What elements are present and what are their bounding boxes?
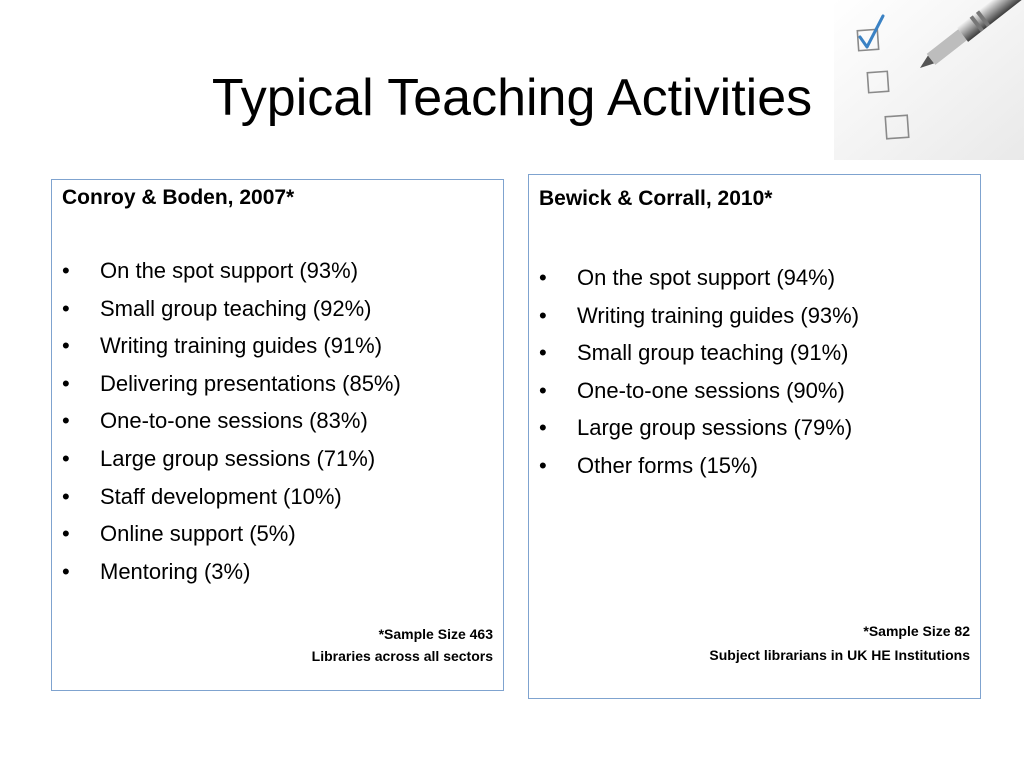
- list-item: [62, 553, 401, 591]
- activity-list: [62, 252, 401, 590]
- sample-size: *Sample Size 82: [863, 623, 970, 639]
- list-item: [539, 447, 859, 485]
- bullet: •: [539, 452, 547, 478]
- panel-heading: Conroy & Boden, 2007*: [62, 186, 295, 209]
- list-item: [62, 478, 401, 516]
- list-item: [62, 402, 401, 440]
- list-item-label: Writing training guides (93%): [577, 302, 860, 328]
- bullet: •: [62, 521, 70, 547]
- list-item: [539, 409, 859, 447]
- bullet: •: [539, 377, 547, 403]
- sample-note: [312, 623, 493, 667]
- sample-note: [709, 619, 970, 667]
- bewick-corrall-panel: [528, 174, 981, 699]
- bullet: •: [62, 558, 70, 584]
- bullet: •: [539, 302, 547, 328]
- checklist-pen-icon: [834, 0, 1024, 160]
- list-item-label: Writing training guides (91%): [100, 333, 383, 359]
- list-item-label: On the spot support (94%): [577, 265, 836, 290]
- list-item: [62, 252, 401, 290]
- list-item-label: Staff development (10%): [100, 483, 342, 509]
- list-item-label: Large group sessions (79%): [577, 415, 853, 441]
- bullet: •: [62, 333, 70, 359]
- list-item: [62, 440, 401, 478]
- bullet: •: [62, 445, 70, 471]
- list-item: [62, 515, 401, 553]
- list-item: [539, 259, 859, 297]
- list-item-label: One-to-one sessions (90%): [577, 377, 845, 403]
- list-item: [539, 297, 859, 335]
- list-item-label: Delivering presentations (85%): [100, 370, 401, 396]
- bullet: •: [62, 408, 70, 434]
- sample-size: *Sample Size 463: [378, 626, 493, 642]
- bullet: •: [539, 265, 547, 290]
- conroy-boden-panel: [51, 179, 504, 691]
- list-item-label: One-to-one sessions (83%): [100, 408, 368, 434]
- list-item-label: Online support (5%): [100, 521, 296, 547]
- list-item-label: On the spot support (93%): [100, 258, 359, 283]
- list-item: [62, 327, 401, 365]
- list-item: [62, 290, 401, 328]
- activity-list: [539, 259, 859, 485]
- bullet: •: [539, 415, 547, 441]
- list-item-label: Other forms (15%): [577, 452, 758, 478]
- bullet: •: [539, 340, 547, 366]
- list-item: [62, 365, 401, 403]
- list-item-label: Small group teaching (92%): [100, 295, 372, 321]
- slide-title: Typical Teaching Activities: [211, 69, 813, 127]
- bullet: •: [62, 258, 70, 283]
- sample-description: Subject librarians in UK HE Institutions: [709, 647, 970, 663]
- list-item: [539, 372, 859, 410]
- list-item: [539, 334, 859, 372]
- list-item-label: Small group teaching (91%): [577, 340, 849, 366]
- list-item-label: Large group sessions (71%): [100, 445, 376, 471]
- bullet: •: [62, 483, 70, 509]
- bullet: •: [62, 295, 70, 321]
- sample-description: Libraries across all sectors: [311, 648, 493, 664]
- panel-heading: Bewick & Corrall, 2010*: [539, 187, 773, 210]
- list-item-label: Mentoring (3%): [100, 558, 251, 584]
- bullet: •: [62, 370, 70, 396]
